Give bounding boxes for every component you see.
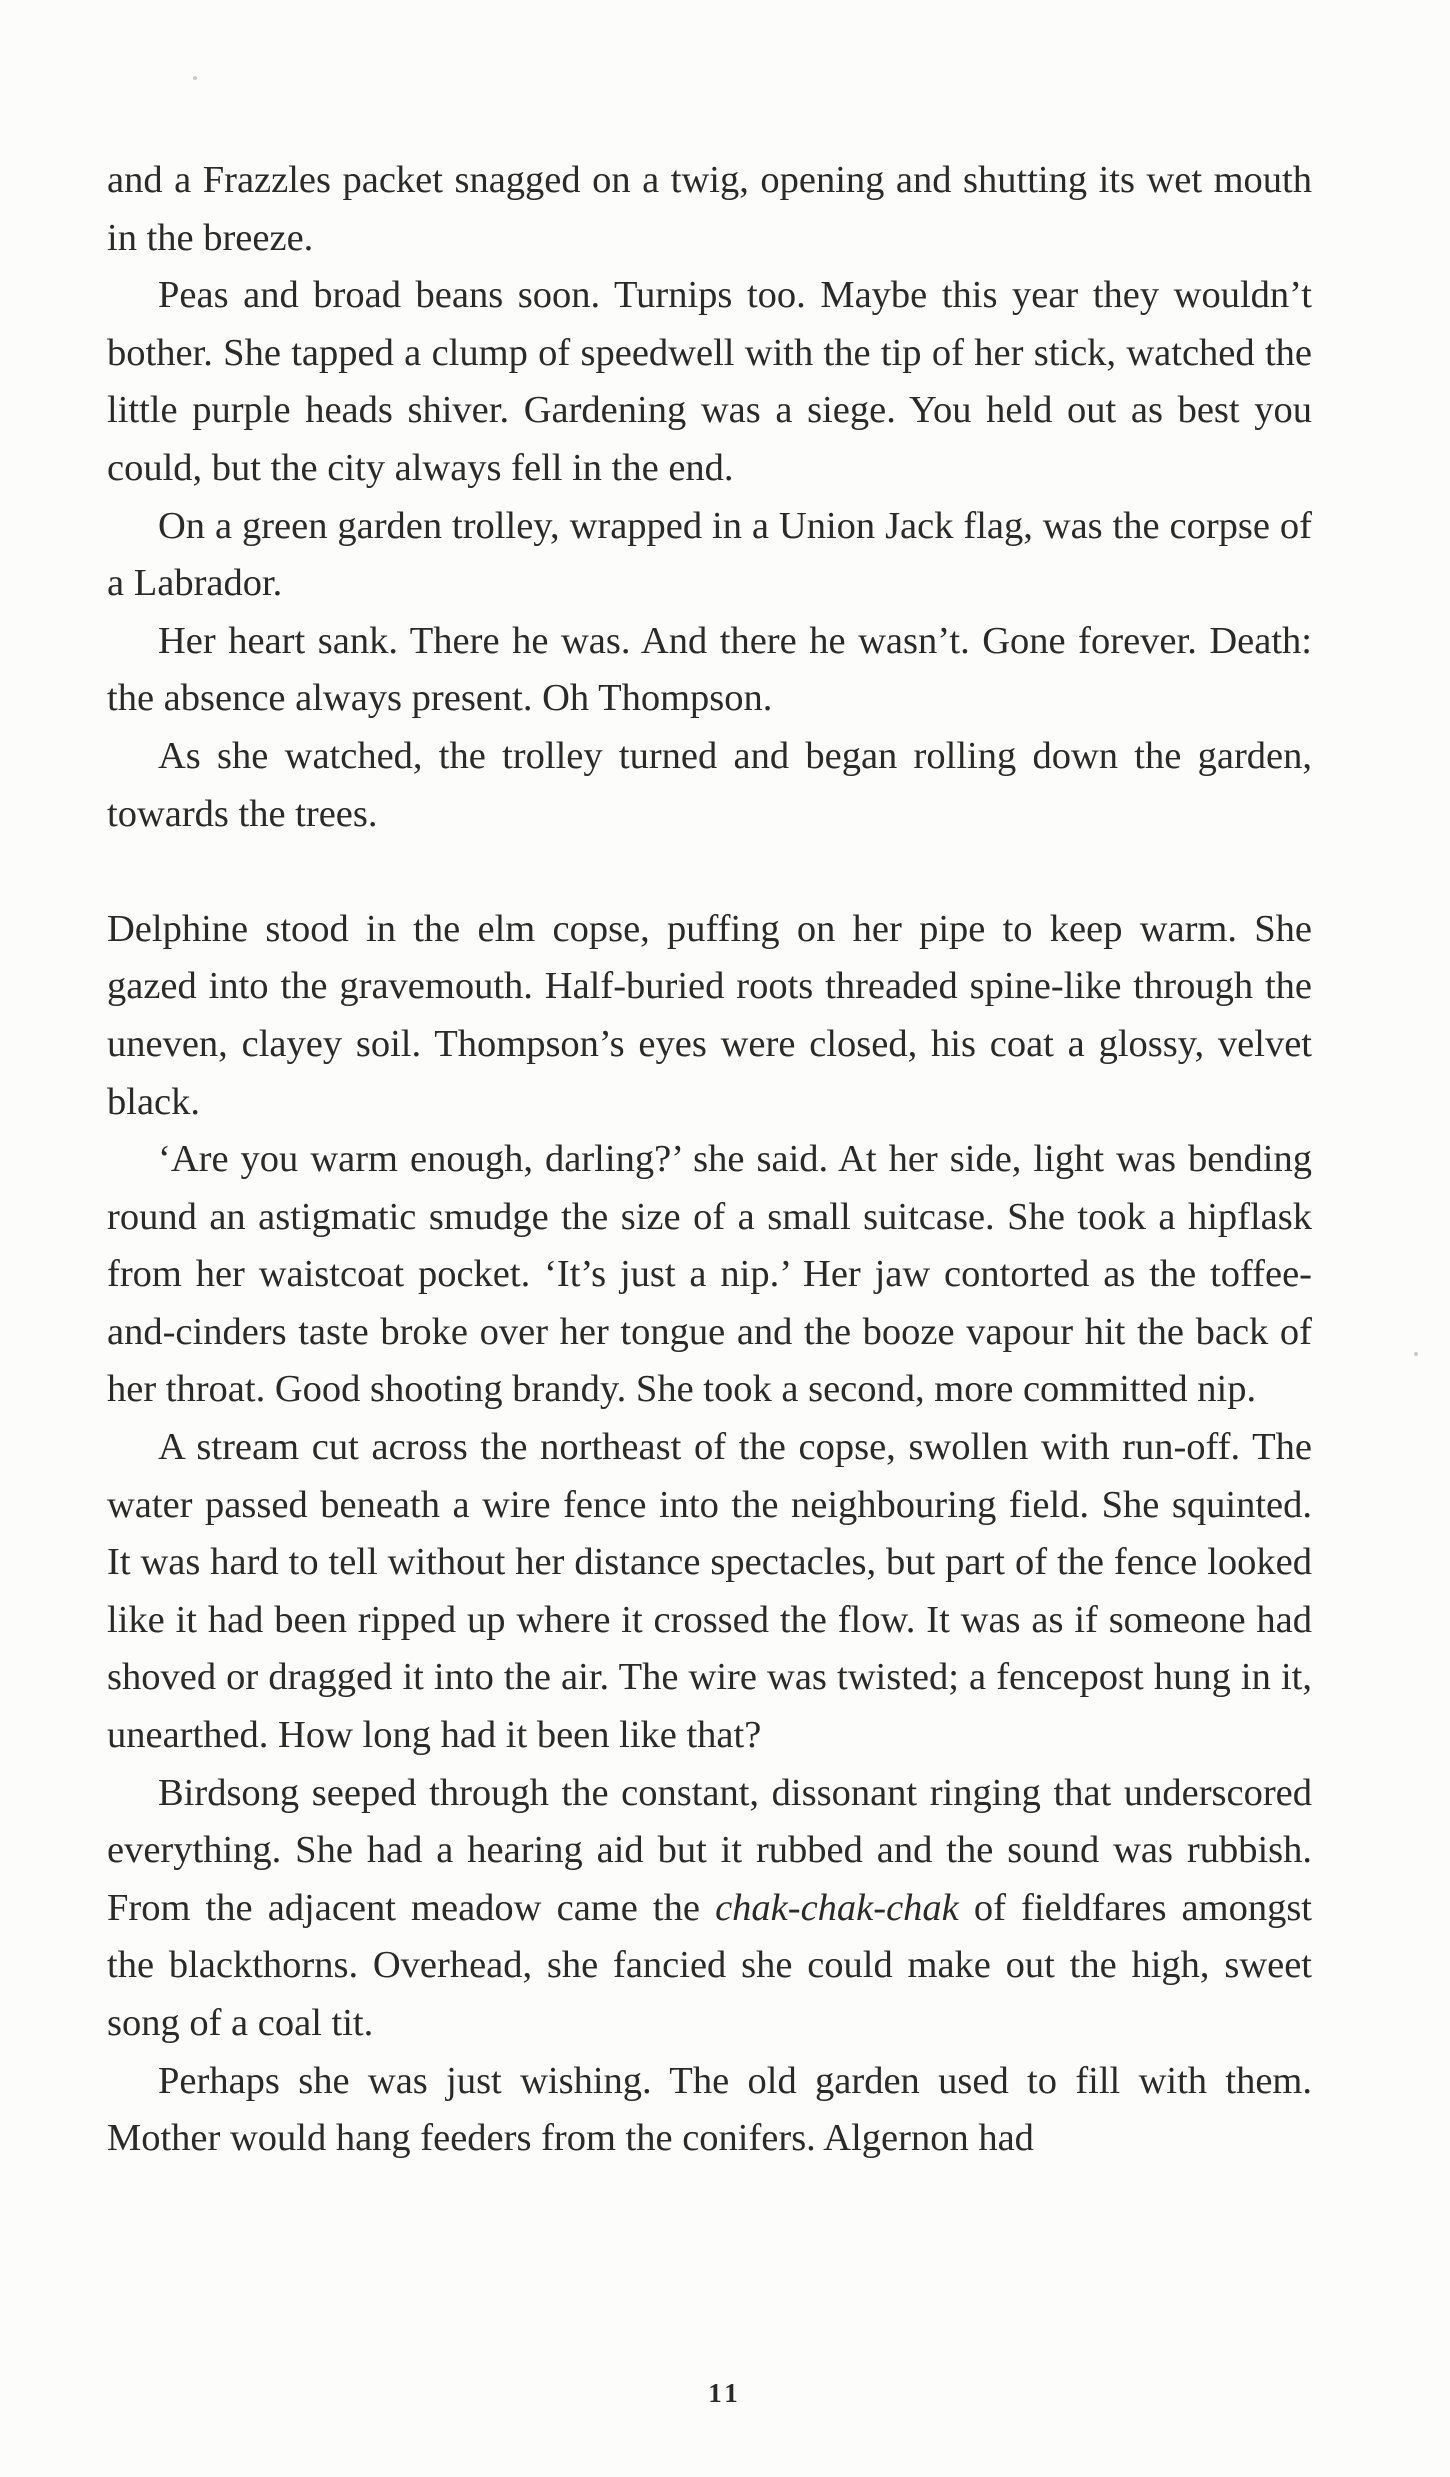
body-text — [107, 152, 1312, 2168]
paragraph-10: Perhaps she was just wishing. The old garden used to fill with them. Mother would hang feeders from the conifers. Algernon had — [107, 2059, 1312, 2160]
paragraph-2: Peas and broad beans soon. Turnips too. Maybe this year they wouldn’t bother. She tapped a clump of speedwell with the tip of her stick, watched the little purple heads shiver. Gardening was a siege. You held out as best you could, but the city always fell in the end. — [107, 274, 1312, 489]
paragraph-9 — [107, 1765, 1312, 2053]
paragraph-3: On a green garden trolley, wrapped in a Union Jack flag, was the corpse of a Labrador. — [107, 504, 1312, 605]
paragraph-6-section-start: Delphine stood in the elm copse, puffing on her pipe to keep warm. She gazed into the gravemouth. Half-buried roots threaded spine-like through the uneven, clayey soil. Thompson’s eyes were closed, his coat a glossy, velvet black. — [107, 907, 1312, 1123]
paragraph-7: ‘Are you warm enough, darling?’ she said. At her side, light was bending round an astigmatic smudge the size of a small suitcase. She took a hipflask from her waistcoat pocket. ‘It’s just a nip.’ Her jaw contorted as the toffee-and-cinders taste broke over her tongue and the booze vapour hit the back of her throat. Good shooting brandy. She took a second, more committed nip. — [107, 1138, 1312, 1411]
paragraph-9-text-before: Birdsong seeped through the constant, dissonant ringing that underscored everything. She had a hearing aid but it rubbed and the sound was rubbish. From the adjacent meadow came the — [107, 1771, 1312, 1929]
paragraph-8: A stream cut across the northeast of the copse, swollen with run-off. The water passed beneath a wire fence into the neighbouring field. She squinted. It was hard to tell without her distance spectacles, but part of the fence looked like it had been ripped up where it crossed the flow. It was as if someone had shoved or dragged it into the air. The wire was twisted; a fencepost hung in it, unearthed. How long had it been like that? — [107, 1426, 1312, 1757]
page-number: 11 — [708, 2378, 742, 2408]
paragraph-4: Her heart sank. There he was. And there he wasn’t. Gone forever. Death: the absence always present. Oh Thompson. — [107, 619, 1312, 720]
paragraph-5: As she watched, the trolley turned and began rolling down the garden, towards the trees. — [107, 734, 1312, 835]
paragraph-9-italic-birdcall: chak-chak-chak — [715, 1886, 959, 1929]
paper-speck — [1414, 1352, 1418, 1356]
paragraph-9-text-after: of fieldfares amongst the blackthorns. Overhead, she fancied she could make out the high, sweet song of a coal tit. — [107, 1886, 1313, 2044]
paragraph-1: and a Frazzles packet snagged on a twig, opening and shutting its wet mouth in the breeze. — [107, 159, 1312, 259]
paper-speck — [193, 76, 197, 80]
